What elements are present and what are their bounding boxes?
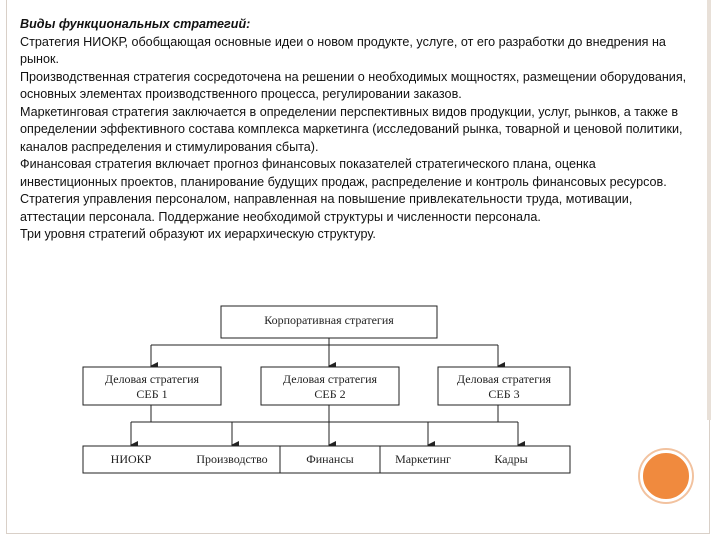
decorative-orange-circle <box>640 450 692 502</box>
paragraph-niokr: Стратегия НИОКР, обобщающая основные идеи о новом продукте, услуге, от его разработки до внедрения на рынок. <box>20 34 666 66</box>
slide-heading: Виды функциональных стратегий: <box>20 17 251 31</box>
business-strategy-2-line2: СЕБ 2 <box>314 387 346 401</box>
functional-niokr-label: НИОКР <box>110 452 152 466</box>
paragraph-finance: Финансовая стратегия включает прогноз финансовых показателей стратегического плана, оценка инвестиционных проектов, планирование будущих продаж, распределение и контроль финансовых ресурсов. <box>20 157 667 189</box>
paragraph-production: Производственная стратегия сосредоточена на решении о необходимых мощностях, размещении оборудования, основных элементах производственного процесса, регулировании заказов. <box>20 69 687 101</box>
business-strategy-2-line1: Деловая стратегия <box>282 372 378 386</box>
paragraph-marketing: Маркетинговая стратегия заключается в определении перспективных видов продукции, услуг, рынков, а также в определении эффективного состава комплекса маркетинга (исследований рынка, товарной и ценовой политики, каналов распределения и стимулирования сбыта). <box>20 104 683 154</box>
functional-marketing-label: Маркетинг <box>395 452 451 466</box>
functional-finance-label: Финансы <box>306 452 354 466</box>
business-strategy-1-line1: Деловая стратегия <box>104 372 200 386</box>
business-strategy-3-line1: Деловая стратегия <box>456 372 552 386</box>
paragraph-hierarchy: Три уровня стратегий образуют их иерархическую структуру. <box>20 227 376 241</box>
functional-production-label: Производство <box>196 452 268 466</box>
corporate-strategy-label: Корпоративная стратегия <box>264 313 394 327</box>
business-strategy-1-line2: СЕБ 1 <box>136 387 168 401</box>
business-strategy-3-line2: СЕБ 3 <box>488 387 520 401</box>
paragraph-personnel: Стратегия управления персоналом, направленная на повышение привлекательности труда, мотивации, аттестации персонала. Поддержание необходимой структуры и численности персонала. <box>20 192 633 224</box>
functional-personnel-label: Кадры <box>494 452 528 466</box>
